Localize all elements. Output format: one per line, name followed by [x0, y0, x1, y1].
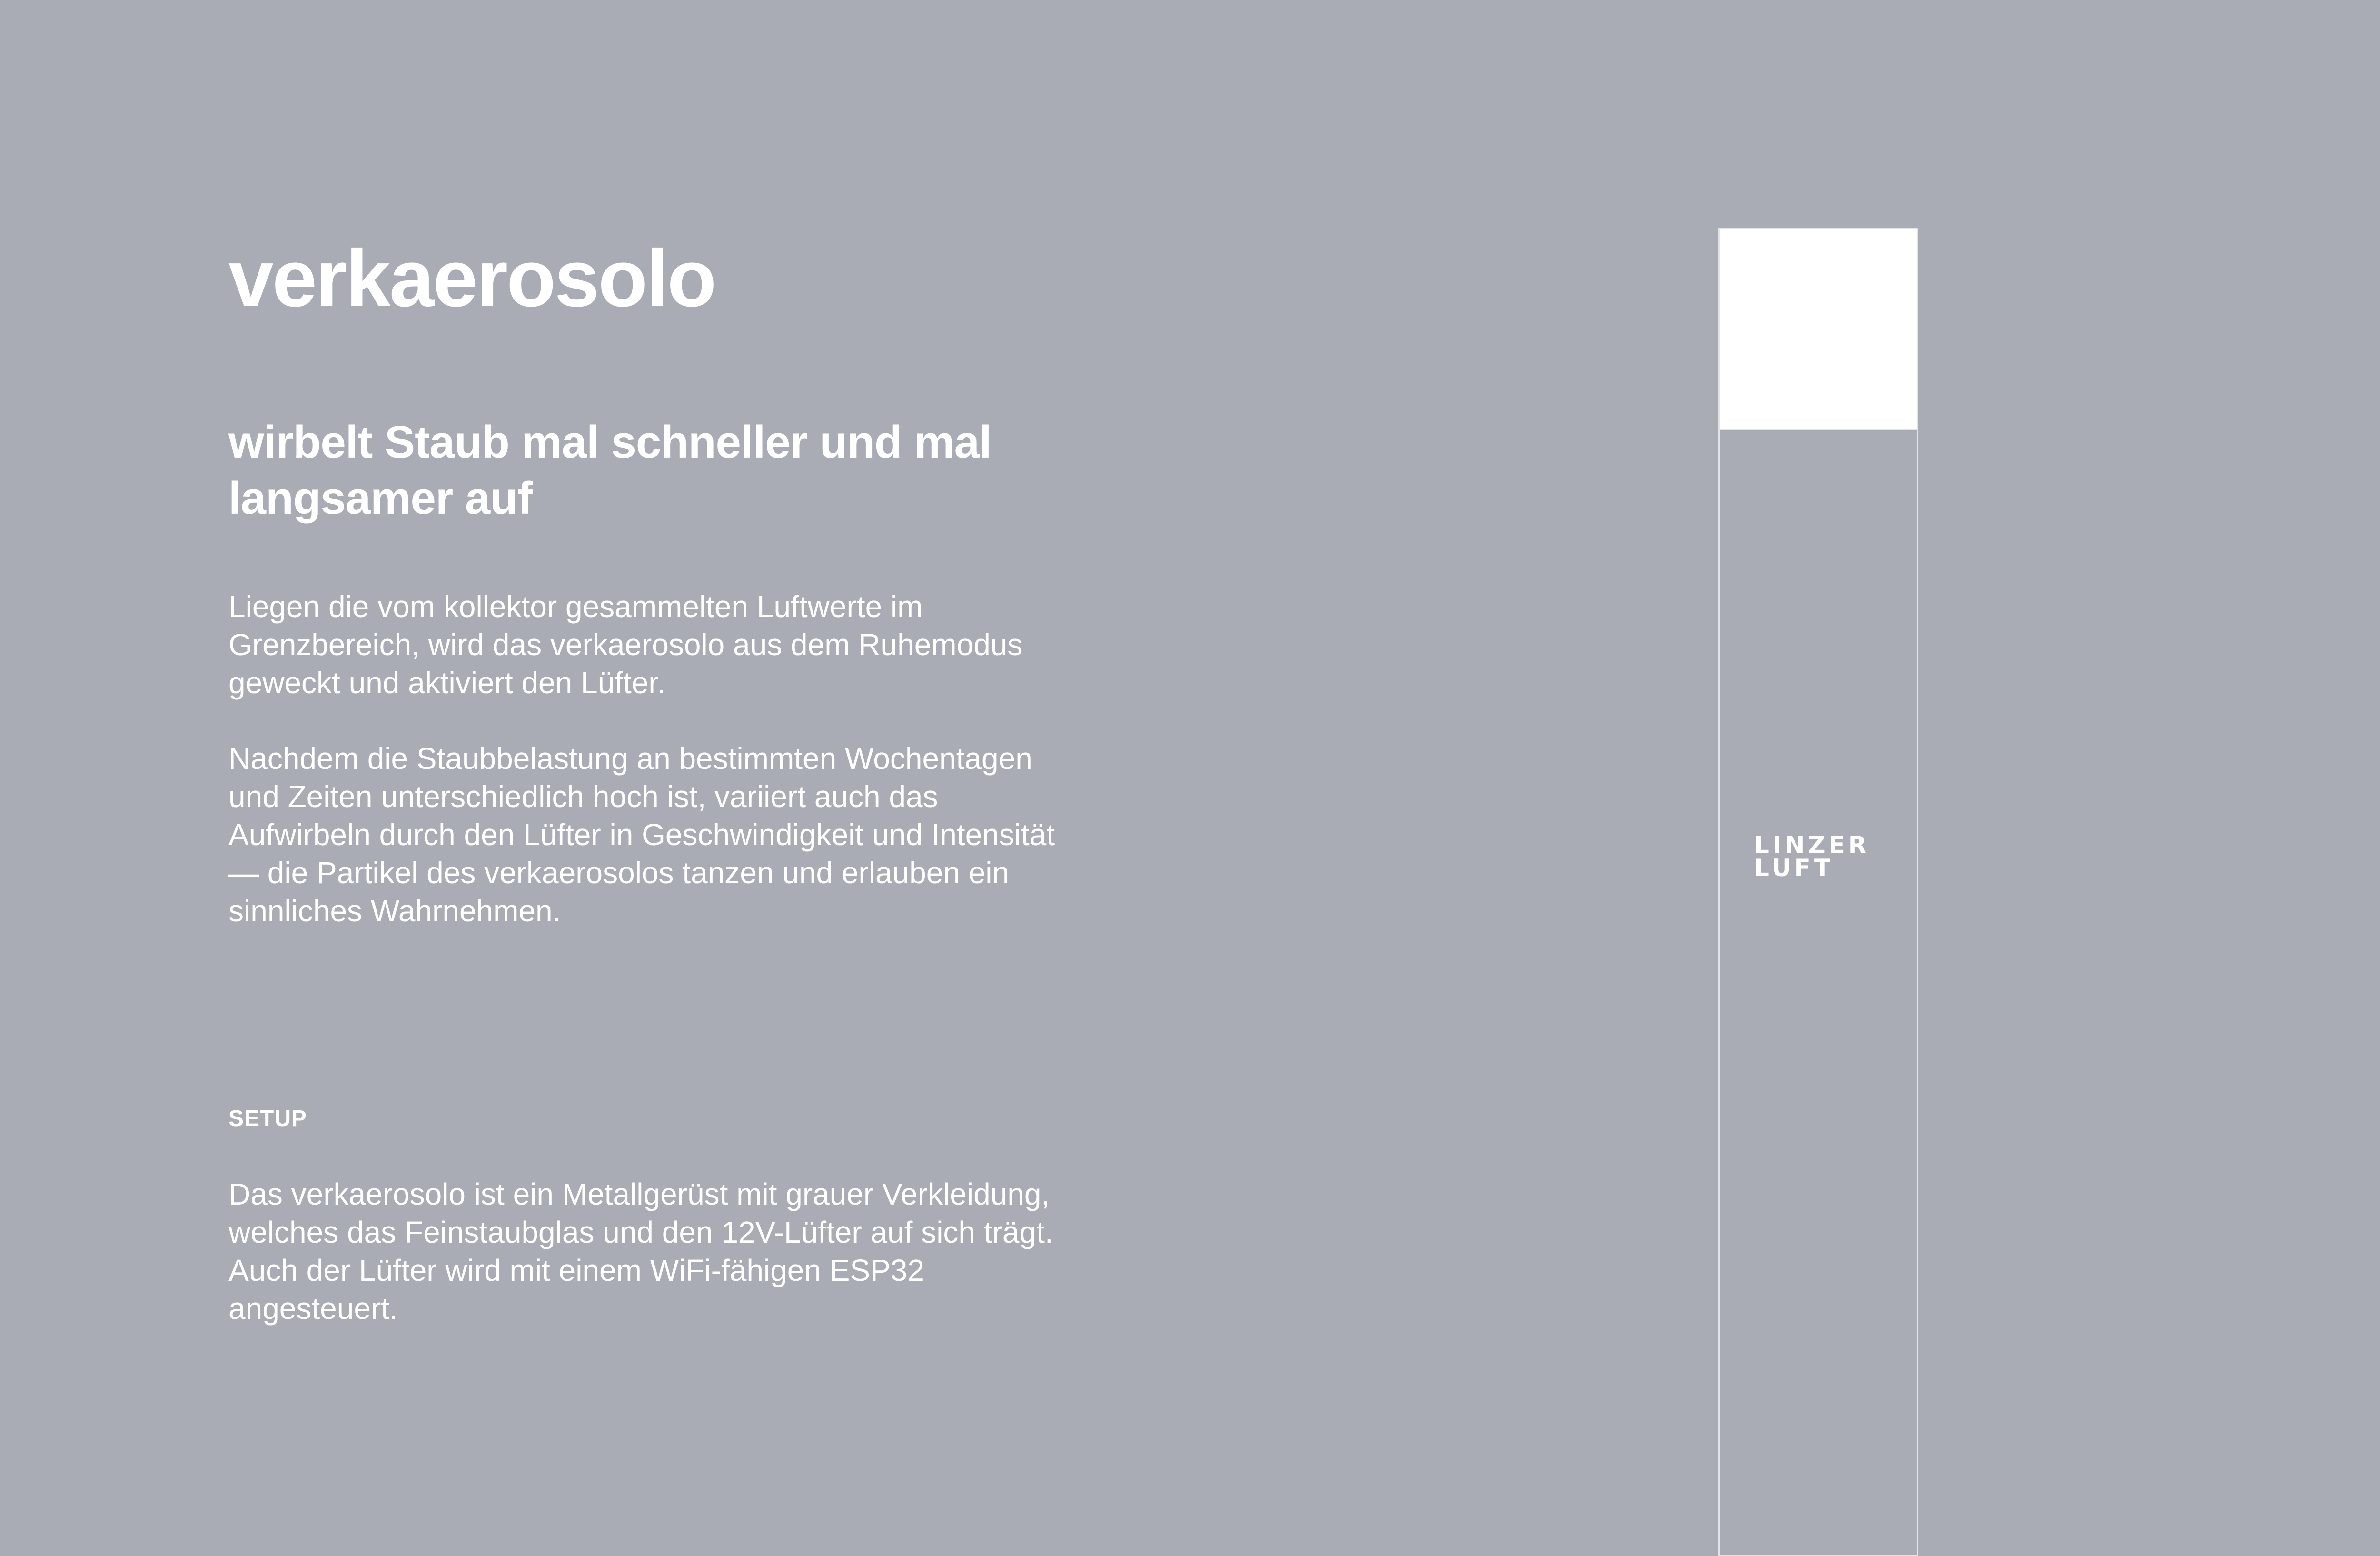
- setup-paragraph: Das verkaerosolo ist ein Metallgerüst mit grauer Verkleidung, welches das Feinstaubglas und den 12V-Lüfter auf sich trägt. Auch der Lüfter wird mit einem WiFi-fähigen ESP32 angesteuert.: [228, 1177, 1053, 1326]
- description-paragraph-1: Liegen die vom kollektor gesammelten Luftwerte im Grenzbereich, wird das verkaerosolo aus dem Ruhemodus geweckt und aktiviert den Lüfter.: [228, 589, 1023, 700]
- device-illustration: [1718, 228, 1918, 1556]
- page-subtitle: wirbelt Staub mal schneller und mal langsamer auf: [228, 417, 992, 524]
- device-divider: [1720, 429, 1917, 430]
- device-top-panel: [1720, 229, 1917, 429]
- setup-heading: SETUP: [228, 1106, 307, 1131]
- logo-line-1: LINZER: [1754, 831, 1870, 859]
- description-paragraph-2: Nachdem die Staubbelastung an bestimmten Wochentagen und Zeiten unterschiedlich hoch ist, variiert auch das Aufwirbeln durch den Lüfter in Geschwindigkeit und Intensität — die Partikel des verkaerosolos tanzen und erlauben ein sinnliches Wahrnehmen.: [228, 741, 1055, 928]
- page-title: verkaerosolo: [228, 233, 715, 324]
- logo-line-2: LUFT: [1754, 854, 1834, 882]
- linzer-luft-logo: [1754, 831, 1870, 882]
